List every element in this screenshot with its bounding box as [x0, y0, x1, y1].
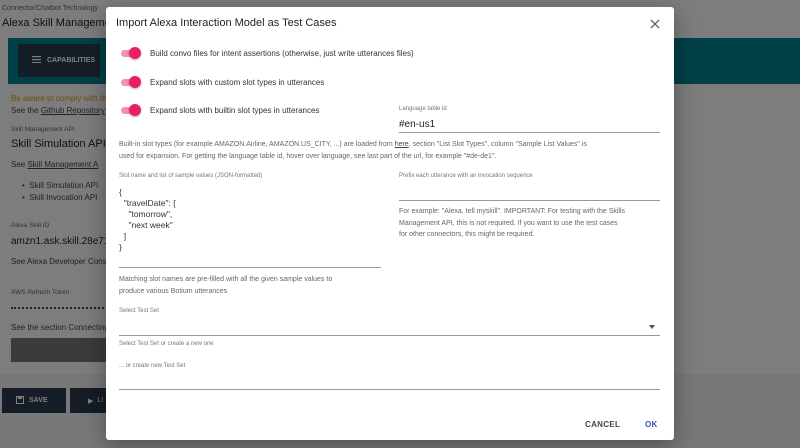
builtin-help	[119, 139, 664, 162]
test-set-help: Select Test Set or create a new one	[119, 341, 214, 347]
builtin-help-part1: Built-in slot types (for example AMAZON.Airline, AMAZON.US_CITY, ...) are loaded from	[119, 141, 395, 148]
slot-names-textarea[interactable]: { "travelDate": [ "tomorrow", "next week" ] }	[119, 187, 176, 252]
chevron-down-icon[interactable]	[649, 325, 655, 329]
slot-names-help	[119, 274, 389, 297]
new-test-set-input[interactable]	[119, 375, 659, 389]
slot-names-underline	[119, 267, 381, 268]
close-icon	[648, 17, 662, 31]
import-dialog	[106, 7, 674, 440]
slot-names-label: Slot name and list of sample values (JSON-formatted)	[119, 173, 263, 179]
custom-slots-toggle[interactable]	[119, 76, 141, 88]
prefix-help-line1: For example: "Alexa, tell myskill". IMPORTANT: For testing with the Skills	[399, 208, 626, 215]
dialog-title: Import Alexa Interaction Model as Test Cases	[116, 17, 337, 29]
close-button[interactable]	[648, 17, 662, 31]
builtin-slots-toggle[interactable]	[119, 104, 141, 116]
prefix-help-line2: Management API, this is not required. If you want to use the test cases	[399, 219, 618, 227]
toggle-row-custom-slots	[119, 76, 324, 88]
custom-slots-label: Expand slots with custom slot types in utterances	[150, 77, 325, 87]
test-set-underline	[119, 335, 660, 336]
builtin-help-part2: , section "List Slot Types", column "Sample List Values" is	[408, 141, 587, 148]
builtin-help-line2: used for expansion. For getting the language table id, hover over language, see last part of the url, for example "#de-de1".	[119, 152, 497, 160]
test-set-select[interactable]	[119, 320, 659, 334]
language-table-input[interactable]: #en-us1	[399, 119, 436, 130]
test-set-label: Select Test Set	[119, 308, 159, 314]
prefix-underline	[399, 200, 660, 201]
toggle-row-intent-assertions	[119, 47, 414, 59]
prefix-help	[399, 206, 664, 241]
cancel-button[interactable]: CANCEL	[585, 420, 621, 429]
builtin-here-link[interactable]: here	[394, 141, 409, 148]
ok-button[interactable]: OK	[645, 420, 658, 429]
prefix-help-line3: for other connectors, this might be required.	[399, 231, 535, 238]
prefix-label: Prefix each utterance with an invocation sequence	[399, 173, 533, 179]
toggle-row-builtin-slots	[119, 104, 319, 116]
builtin-slots-label: Expand slots with builtin slot types in utterances	[150, 105, 320, 115]
new-test-set-label: ... or create new Test Set	[119, 363, 186, 369]
new-test-set-underline	[119, 389, 660, 390]
intent-assertions-toggle[interactable]	[119, 47, 141, 59]
intent-assertions-label: Build convo files for intent assertions (otherwise, just write utterances files)	[150, 48, 414, 58]
slot-names-help-line1: Matching slot names are pre-filled with all the given sample values to	[119, 276, 333, 283]
language-table-underline	[399, 132, 660, 133]
language-table-label: Language table id	[399, 106, 447, 112]
slot-names-help-line2: produce various Botium utterances	[119, 287, 228, 295]
